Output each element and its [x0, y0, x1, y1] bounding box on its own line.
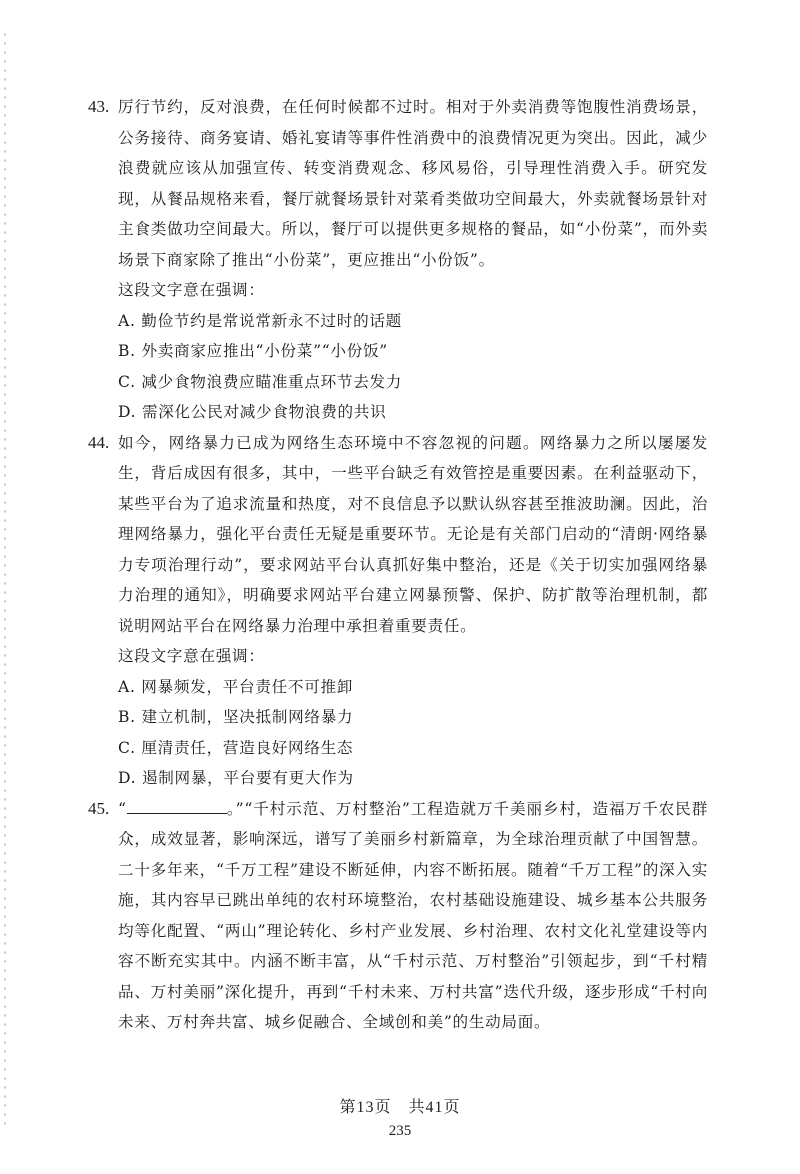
fill-blank [127, 795, 227, 814]
passage-text: “千村示范、万村整治”工程造就万千美丽乡村，造福万千农民群众，成效显著，影响深远，谱写了美丽乡村新篇章，为全球治理贡献了中国智慧。二十多年来，“千万工程”建设不断延伸，内容不断拓展。随着“千万工程”的深入实施，其内容早已跳出单纯的农村环境整治，农村基础设施建设、城乡基本公共服务均等化配置、“两山”理论转化、乡村产业发展、乡村治理、农村文化礼堂建设等内容不断充实其中。内涵不断丰富，从“千村示范、万村整治”引领起步，到“千村精品、万村美丽”深化提升，再到“千村未来、万村共富”迭代升级，逐步形成“千村向未来、万村奔共富、城乡促融合、全域创和美”的生动局面。 [118, 799, 708, 1031]
page-label: 第13页 共41页 [339, 1099, 461, 1116]
exam-page [88, 92, 708, 1038]
question-passage: 厉行节约，反对浪费，在任何时候都不过时。相对于外卖消费等饱腹性消费场景，公务接待、商务宴请、婚礼宴请等事件性消费中的浪费情况更为突出。因此，减少浪费就应该从加强宣传、转变消费观念、移风易俗，引导理性消费入手。研究发现，从餐品规格来看，餐厅就餐场景针对菜肴类做功空间最大，外卖就餐场景针对主食类做功空间最大。所以，餐厅可以提供更多规格的餐品，如“小份菜”，而外卖场景下商家除了推出“小份菜”，更应推出“小份饭”。 [118, 98, 708, 269]
question-43 [88, 92, 708, 428]
question-44 [88, 428, 708, 794]
question-45 [88, 794, 708, 1038]
option-c: C. 厘清责任，营造良好网络生态 [118, 738, 354, 757]
blank-close-quote: 。” [226, 799, 245, 818]
option-c: C. 减少食物浪费应瞄准重点环节去发力 [118, 372, 403, 391]
page-number: 235 [388, 1123, 412, 1139]
option-a: A. 勤俭节约是常说常新永不过时的话题 [118, 311, 402, 330]
question-number: 45. [88, 798, 110, 818]
option-d: D. 遏制网暴，平台要有更大作为 [118, 769, 354, 787]
option-b: B. 建立机制，坚决抵制网络暴力 [118, 708, 354, 726]
scan-margin-dots [2, 30, 8, 1130]
option-a: A. 网暴频发，平台责任不可推卸 [118, 677, 354, 696]
question-passage: 如今，网络暴力已成为网络生态环境中不容忽视的问题。网络暴力之所以屡屡发生，背后成因有很多，其中，一些平台缺乏有效管控是重要因素。在利益驱动下，某些平台为了追求流量和热度，对不良信息予以默认纵容甚至推波助澜。因此，治理网络暴力，强化平台责任无疑是重要环节。无论是有关部门启动的“清朗·网络暴力专项治理行动”，要求网站平台认真抓好集中整治，还是《关于切实加强网络暴力治理的通知》，明确要求网站平台建立网暴预警、保护、防扩散等治理机制，都说明网站平台在网络暴力治理中承担着重要责任。 [118, 433, 708, 635]
question-prompt: 这段文字意在强调： [118, 281, 265, 299]
option-d: D. 需深化公民对减少食物浪费的共识 [118, 403, 387, 421]
question-number: 43. [88, 97, 110, 116]
question-passage [118, 794, 708, 1038]
question-number: 44. [88, 432, 110, 452]
question-prompt: 这段文字意在强调： [118, 647, 265, 665]
option-b: B. 外卖商家应推出“小份菜”“小份饭” [118, 342, 388, 360]
blank-open-quote: “ [118, 799, 127, 818]
